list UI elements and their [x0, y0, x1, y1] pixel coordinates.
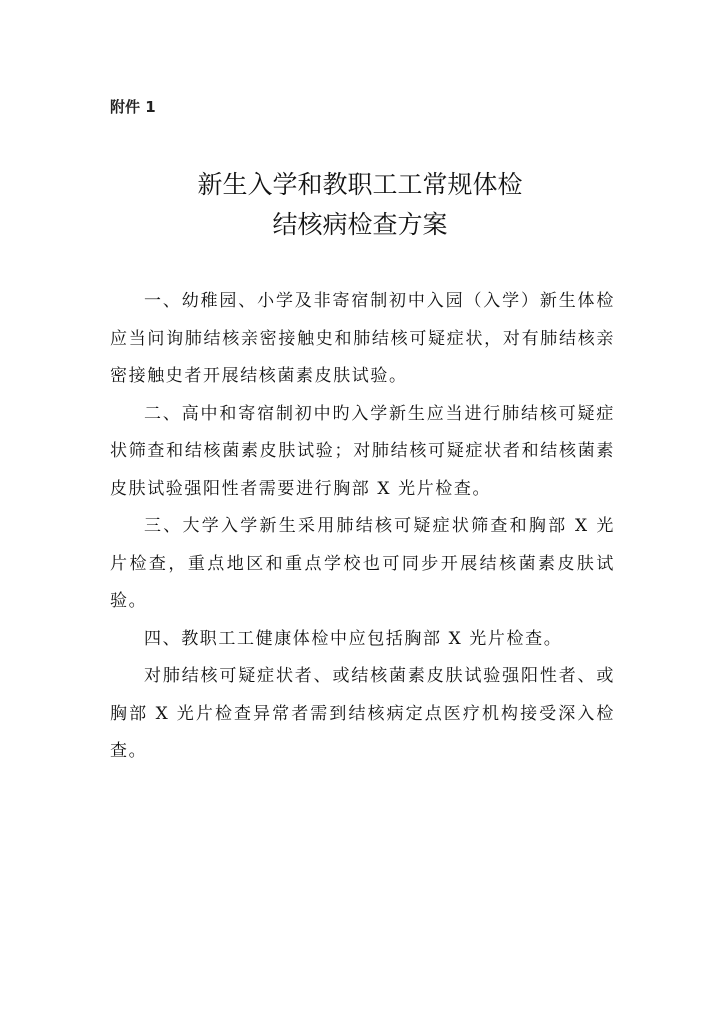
attachment-label: 附件 1 — [110, 98, 156, 116]
document-body — [110, 283, 615, 771]
paragraph-4: 四、教职工工健康体检中应包括胸部 X 光片检查。 — [144, 628, 563, 649]
document-title-line-1: 新生入学和教职工工常规体检 — [197, 170, 523, 199]
paragraph-3: 三、大学入学新生采用肺结核可疑症状筛查和胸部 X 光片检查，重点地区和重点学校也可同步开展结核菌素皮肤试验。 — [110, 516, 615, 611]
paragraph-1: 一、幼稚园、小学及非寄宿制初中入园（入学）新生体检应当问询肺结核亲密接触史和肺结核可疑症状，对有肺结核亲密接触史者开展结核菌素皮肤试验。 — [110, 291, 615, 386]
paragraph-2: 二、高中和寄宿制初中旳入学新生应当进行肺结核可疑症状筛查和结核菌素皮肤试验；对肺结核可疑症状者和结核菌素皮肤试验强阳性者需要进行胸部 X 光片检查。 — [110, 403, 615, 499]
paragraph-5: 对肺结核可疑症状者、或结核菌素皮肤试验强阳性者、或胸部 X 光片检查异常者需到结核病定点医疗机构接受深入检查。 — [110, 666, 615, 761]
document-title-line-2: 结核病检查方案 — [272, 210, 448, 239]
